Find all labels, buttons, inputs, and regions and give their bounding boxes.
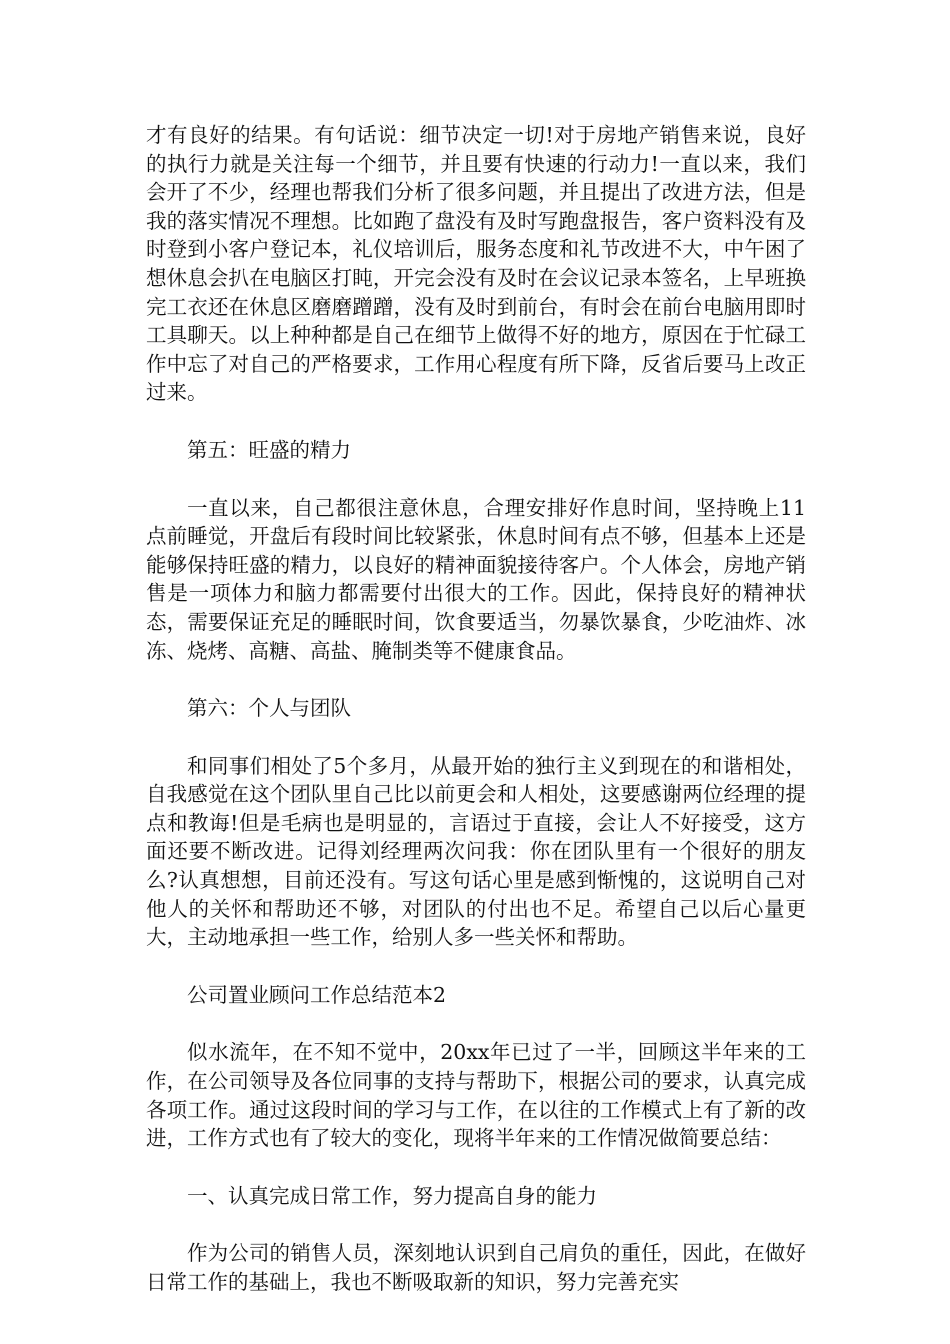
section-heading-sixth: 第六：个人与团队	[187, 696, 351, 721]
paragraph-sales: 作为公司的销售人员，深刻地认识到自己肩负的重任，因此，在做好日常工作的基础上，我也不断吸取新的知识，努力完善充实	[146, 1241, 806, 1294]
section-heading-one: 一、认真完成日常工作，努力提高自身的能力	[187, 1183, 597, 1208]
paragraph-energy: 一直以来，自己都很注意休息，合理安排好作息时间，坚持晚上11点前睡觉，开盘后有段时间比较紧张，休息时间有点不够，但基本上还是能够保持旺盛的精力，以良好的精神面貌接待客户。个人体会，房地产销售是一项体力和脑力都需要付出很大的工作。因此，保持良好的精神状态，需要保证充足的睡眠时间，饮食要适当，勿暴饮暴食，少吃油炸、冰冻、烧烤、高糖、高盐、腌制类等不健康食品。	[146, 495, 806, 663]
document-page	[146, 121, 806, 1326]
document-subtitle: 公司置业顾问工作总结范本2	[187, 982, 447, 1007]
paragraph-team: 和同事们相处了5个多月，从最开始的独行主义到现在的和谐相处，自我感觉在这个团队里自己比以前更会和人相处，这要感谢两位经理的提点和教诲!但是毛病也是明显的，言语过于直接，会让人不好接受，这方面还要不断改进。记得刘经理两次问我：你在团队里有一个很好的朋友么?认真想想，目前还没有。写这句话心里是感到惭愧的，这说明自己对他人的关怀和帮助还不够，对团队的付出也不足。希望自己以后心量更大，主动地承担一些工作，给别人多一些关怀和帮助。	[146, 753, 806, 950]
paragraph-continuation: 才有良好的结果。有句话说：细节决定一切!对于房地产销售来说，良好的执行力就是关注每一个细节，并且要有快速的行动力!一直以来，我们会开了不少，经理也帮我们分析了很多问题，并且提出了改进方法，但是我的落实情况不理想。比如跑了盘没有及时写跑盘报告，客户资料没有及时登到小客户登记本，礼仪培训后，服务态度和礼节改进不大，中午困了想休息会扒在电脑区打盹，开完会没有及时在会议记录本签名，上早班换完工衣还在休息区磨磨蹭蹭，没有及时到前台，有时会在前台电脑用即时工具聊天。以上种种都是自己在细节上做得不好的地方，原因在于忙碌工作中忘了对自己的严格要求，工作用心程度有所下降，反省后要马上改正过来。	[146, 123, 806, 405]
section-heading-fifth: 第五：旺盛的精力	[187, 437, 351, 462]
paragraph-intro: 似水流年，在不知不觉中，20xx年已过了一半，回顾这半年来的工作，在公司领导及各位同事的支持与帮助下，根据公司的要求，认真完成各项工作。通过这段时间的学习与工作，在以往的工作模式上有了新的改进，工作方式也有了较大的变化，现将半年来的工作情况做简要总结：	[146, 1040, 806, 1151]
